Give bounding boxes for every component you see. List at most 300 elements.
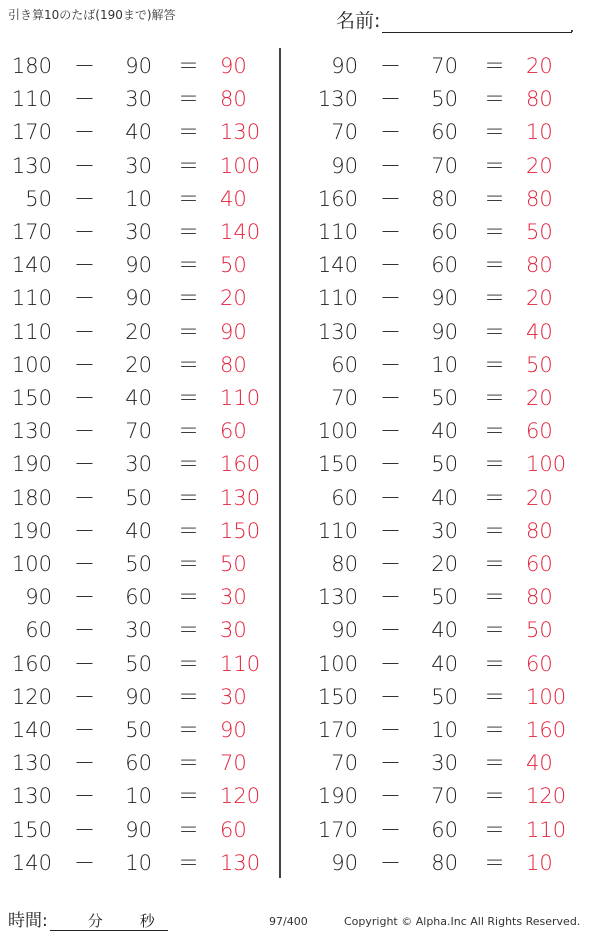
minuend: 110 [11,87,52,112]
minuend: 170 [317,817,358,842]
minuend: 70 [331,386,358,410]
equals-sign: ＝ [178,452,199,477]
equals-sign: ＝ [178,386,199,410]
problem-row [0,150,290,183]
minuend: 160 [317,186,358,211]
subtrahend: 70 [125,419,152,444]
subtrahend: 90 [125,253,152,278]
problem-row [0,515,290,548]
answer: 50 [526,220,553,244]
minus-sign: － [74,286,95,311]
answer: 20 [526,485,553,510]
problem-row [306,681,596,714]
minus-sign: － [74,54,95,78]
answer: 40 [526,751,553,776]
subtrahend: 10 [125,850,152,875]
answer: 30 [220,684,247,709]
subtrahend: 10 [125,186,152,211]
minus-sign: － [74,585,95,610]
subtrahend: 60 [125,751,152,776]
equals-sign: ＝ [178,618,199,643]
minus-sign: － [380,386,401,410]
minuend: 140 [11,850,52,875]
minus-sign: － [74,485,95,510]
equals-sign: ＝ [484,718,505,742]
minuend: 150 [317,452,358,477]
subtrahend: 50 [431,87,458,112]
equals-sign: ＝ [178,87,199,112]
minuend: 90 [331,153,358,178]
answer: 120 [526,784,567,809]
name-blank-line [382,10,575,36]
problem-row [306,714,596,747]
answer: 50 [526,618,553,643]
problem-row [306,614,596,647]
equals-sign: ＝ [484,518,505,543]
minuend: 170 [11,120,52,145]
answer: 40 [526,319,553,344]
equals-sign: ＝ [178,784,199,809]
equals-sign: ＝ [484,419,505,444]
answer: 110 [526,817,567,842]
problem-row [0,448,290,481]
problem-row [306,581,596,614]
minuend: 110 [11,286,52,311]
subtrahend: 50 [431,386,458,410]
minus-sign: － [380,54,401,78]
minuend: 130 [11,419,52,444]
minus-sign: － [380,651,401,676]
seconds-unit: 秒 [139,912,155,930]
subtrahend: 70 [431,784,458,809]
minus-sign: － [380,419,401,444]
problem-row [306,415,596,448]
minutes-unit: 分 [87,912,103,930]
answer: 80 [526,518,553,543]
minus-sign: － [380,552,401,576]
problem-row [0,482,290,515]
equals-sign: ＝ [178,585,199,610]
problem-row [306,648,596,681]
subtrahend: 60 [431,220,458,244]
problem-row [306,349,596,382]
minus-sign: － [74,684,95,709]
equals-sign: ＝ [178,718,199,742]
minuend: 160 [11,651,52,676]
minuend: 60 [331,485,358,510]
answer: 160 [220,452,261,477]
minus-sign: － [74,186,95,211]
problem-row [0,780,290,813]
minuend: 110 [317,220,358,244]
subtrahend: 30 [125,452,152,477]
answer: 60 [220,419,247,444]
minuend: 70 [331,751,358,776]
minuend: 80 [331,552,358,576]
minuend: 140 [317,253,358,278]
equals-sign: ＝ [178,186,199,211]
minus-sign: － [380,286,401,311]
answer: 80 [220,352,247,377]
equals-sign: ＝ [178,684,199,709]
equals-sign: ＝ [484,817,505,842]
minus-sign: － [380,518,401,543]
equals-sign: ＝ [178,651,199,676]
copyright-notice: Copyright © Alpha.Inc All Rights Reserved. [344,915,581,928]
equals-sign: ＝ [178,286,199,311]
subtrahend: 40 [431,419,458,444]
subtrahend: 70 [431,153,458,178]
minuend: 70 [331,120,358,145]
problem-row [306,448,596,481]
equals-sign: ＝ [178,120,199,145]
equals-sign: ＝ [484,751,505,776]
subtrahend: 10 [125,784,152,809]
equals-sign: ＝ [178,552,199,576]
minuend: 100 [317,651,358,676]
subtrahend: 60 [431,817,458,842]
equals-sign: ＝ [484,54,505,78]
minus-sign: － [380,186,401,211]
equals-sign: ＝ [178,419,199,444]
problem-row [0,216,290,249]
problem-row [0,747,290,780]
subtrahend: 20 [125,319,152,344]
minus-sign: － [380,817,401,842]
minuend: 110 [317,518,358,543]
minuend: 180 [11,485,52,510]
answer: 20 [526,153,553,178]
problem-row [306,316,596,349]
minuend: 170 [317,718,358,742]
answer: 150 [220,518,261,543]
minus-sign: － [74,386,95,410]
answer: 120 [220,784,261,809]
minuend: 140 [11,253,52,278]
problem-row [306,183,596,216]
subtrahend: 90 [431,286,458,311]
minuend: 90 [331,618,358,643]
equals-sign: ＝ [484,651,505,676]
equals-sign: ＝ [484,286,505,311]
minus-sign: － [74,751,95,776]
worksheet-title: 引き算10のたば(190まで)解答 [8,8,176,22]
equals-sign: ＝ [178,518,199,543]
subtrahend: 90 [125,286,152,311]
minus-sign: － [74,452,95,477]
minuend: 130 [317,87,358,112]
subtrahend: 50 [125,552,152,576]
subtrahend: 30 [125,87,152,112]
minus-sign: － [74,120,95,145]
problem-row [306,249,596,282]
minus-sign: － [74,718,95,742]
minuend: 150 [11,817,52,842]
answer: 30 [220,585,247,610]
minus-sign: － [74,220,95,244]
subtrahend: 20 [125,352,152,377]
time-field [8,906,168,931]
problem-row [306,482,596,515]
subtrahend: 90 [125,54,152,78]
minuend: 120 [11,684,52,709]
equals-sign: ＝ [484,452,505,477]
answer: 20 [526,286,553,311]
equals-sign: ＝ [484,87,505,112]
subtrahend: 60 [431,253,458,278]
answer: 160 [526,718,567,742]
minus-sign: － [380,120,401,145]
subtrahend: 50 [431,452,458,477]
minuend: 100 [317,419,358,444]
minus-sign: － [74,784,95,809]
answer: 130 [220,485,261,510]
minuend: 190 [11,452,52,477]
problem-row [0,83,290,116]
answer: 10 [526,850,553,875]
minus-sign: － [74,253,95,278]
answer: 50 [526,352,553,377]
answer: 100 [526,452,567,477]
time-blank-line [50,910,168,931]
equals-sign: ＝ [178,319,199,344]
subtrahend: 30 [125,220,152,244]
minuend: 170 [11,220,52,244]
problem-row [0,415,290,448]
minus-sign: － [380,452,401,477]
minus-sign: － [380,618,401,643]
equals-sign: ＝ [484,386,505,410]
name-end-mark: . [569,17,575,36]
minuend: 190 [317,784,358,809]
answer: 20 [526,54,553,78]
minuend: 110 [11,319,52,344]
minus-sign: － [380,850,401,875]
minus-sign: － [380,253,401,278]
equals-sign: ＝ [178,485,199,510]
minus-sign: － [74,518,95,543]
problem-row [0,282,290,315]
answer: 60 [526,552,553,576]
answer: 40 [220,186,247,211]
problem-row [0,847,290,880]
answer: 50 [220,552,247,576]
minuend: 130 [317,585,358,610]
subtrahend: 30 [125,618,152,643]
answer: 80 [526,87,553,112]
subtrahend: 40 [125,120,152,145]
subtrahend: 40 [125,386,152,410]
equals-sign: ＝ [178,253,199,278]
minuend: 130 [11,784,52,809]
answer: 90 [220,718,247,742]
subtrahend: 60 [125,585,152,610]
problem-row [306,548,596,581]
minuend: 190 [11,518,52,543]
minus-sign: － [380,319,401,344]
subtrahend: 50 [125,485,152,510]
problem-row [0,116,290,149]
equals-sign: ＝ [178,352,199,377]
minuend: 100 [11,552,52,576]
answer: 60 [220,817,247,842]
answer: 20 [220,286,247,311]
equals-sign: ＝ [178,153,199,178]
equals-sign: ＝ [178,751,199,776]
equals-sign: ＝ [484,319,505,344]
minus-sign: － [74,352,95,377]
time-label: 時間: [8,911,48,931]
equals-sign: ＝ [484,552,505,576]
subtrahend: 80 [431,186,458,211]
equals-sign: ＝ [178,54,199,78]
subtrahend: 30 [125,153,152,178]
minus-sign: － [74,153,95,178]
minus-sign: － [74,850,95,875]
minuend: 110 [317,286,358,311]
answer: 100 [220,153,261,178]
problem-row [0,349,290,382]
answer: 90 [220,54,247,78]
minuend: 50 [25,186,52,211]
problem-row [0,714,290,747]
equals-sign: ＝ [484,153,505,178]
answer: 130 [220,120,261,145]
answer: 60 [526,651,553,676]
minuend: 150 [317,684,358,709]
minus-sign: － [380,220,401,244]
minuend: 180 [11,54,52,78]
minuend: 130 [317,319,358,344]
minus-sign: － [380,751,401,776]
minuend: 60 [25,618,52,643]
problem-row [306,780,596,813]
equals-sign: ＝ [484,352,505,377]
minus-sign: － [380,352,401,377]
answer: 110 [220,651,261,676]
equals-sign: ＝ [484,850,505,875]
subtrahend: 20 [431,552,458,576]
equals-sign: ＝ [178,817,199,842]
minuend: 90 [25,585,52,610]
equals-sign: ＝ [484,784,505,809]
problem-row [0,814,290,847]
minus-sign: － [380,87,401,112]
problem-row [306,282,596,315]
problem-row [306,50,596,83]
minuend: 140 [11,718,52,742]
problem-row [0,581,290,614]
minuend: 150 [11,386,52,410]
problem-row [0,681,290,714]
minus-sign: － [74,552,95,576]
subtrahend: 30 [431,518,458,543]
problem-row [0,382,290,415]
minus-sign: － [380,153,401,178]
problem-row [0,316,290,349]
equals-sign: ＝ [484,186,505,211]
name-field [336,6,575,36]
subtrahend: 90 [431,319,458,344]
equals-sign: ＝ [484,485,505,510]
answer: 80 [526,186,553,211]
subtrahend: 40 [431,651,458,676]
problem-row [306,216,596,249]
equals-sign: ＝ [178,850,199,875]
answer: 90 [220,319,247,344]
problem-row [0,183,290,216]
minus-sign: － [380,585,401,610]
problem-row [306,515,596,548]
subtrahend: 60 [431,120,458,145]
answer: 60 [526,419,553,444]
subtrahend: 40 [431,618,458,643]
problem-row [306,116,596,149]
subtrahend: 30 [431,751,458,776]
subtrahend: 50 [431,684,458,709]
subtrahend: 10 [431,718,458,742]
answer: 80 [220,87,247,112]
subtrahend: 50 [431,585,458,610]
answer: 10 [526,120,553,145]
problem-row [0,614,290,647]
answer: 130 [220,850,261,875]
subtrahend: 10 [431,352,458,377]
subtrahend: 80 [431,850,458,875]
minuend: 90 [331,850,358,875]
problem-row [306,382,596,415]
answer: 140 [220,220,261,244]
minus-sign: － [74,419,95,444]
minus-sign: － [74,817,95,842]
problem-row [306,747,596,780]
answer: 80 [526,253,553,278]
minus-sign: － [380,684,401,709]
problem-row [306,814,596,847]
minus-sign: － [74,618,95,643]
answer: 50 [220,253,247,278]
equals-sign: ＝ [484,253,505,278]
answer: 30 [220,618,247,643]
answer: 70 [220,751,247,776]
minuend: 100 [11,352,52,377]
equals-sign: ＝ [484,120,505,145]
problem-row [306,83,596,116]
subtrahend: 50 [125,651,152,676]
minuend: 60 [331,352,358,377]
page-number: 97/400 [269,915,308,928]
minuend: 90 [331,54,358,78]
minuend: 130 [11,153,52,178]
equals-sign: ＝ [484,618,505,643]
minus-sign: － [74,87,95,112]
equals-sign: ＝ [484,220,505,244]
answer: 110 [220,386,261,410]
subtrahend: 40 [125,518,152,543]
problem-row [306,150,596,183]
subtrahend: 40 [431,485,458,510]
subtrahend: 50 [125,718,152,742]
equals-sign: ＝ [484,684,505,709]
subtrahend: 70 [431,54,458,78]
equals-sign: ＝ [178,220,199,244]
answer: 100 [526,684,567,709]
problem-row [306,847,596,880]
problem-row [0,548,290,581]
name-label: 名前: [336,10,381,32]
problem-row [0,648,290,681]
answer: 80 [526,585,553,610]
